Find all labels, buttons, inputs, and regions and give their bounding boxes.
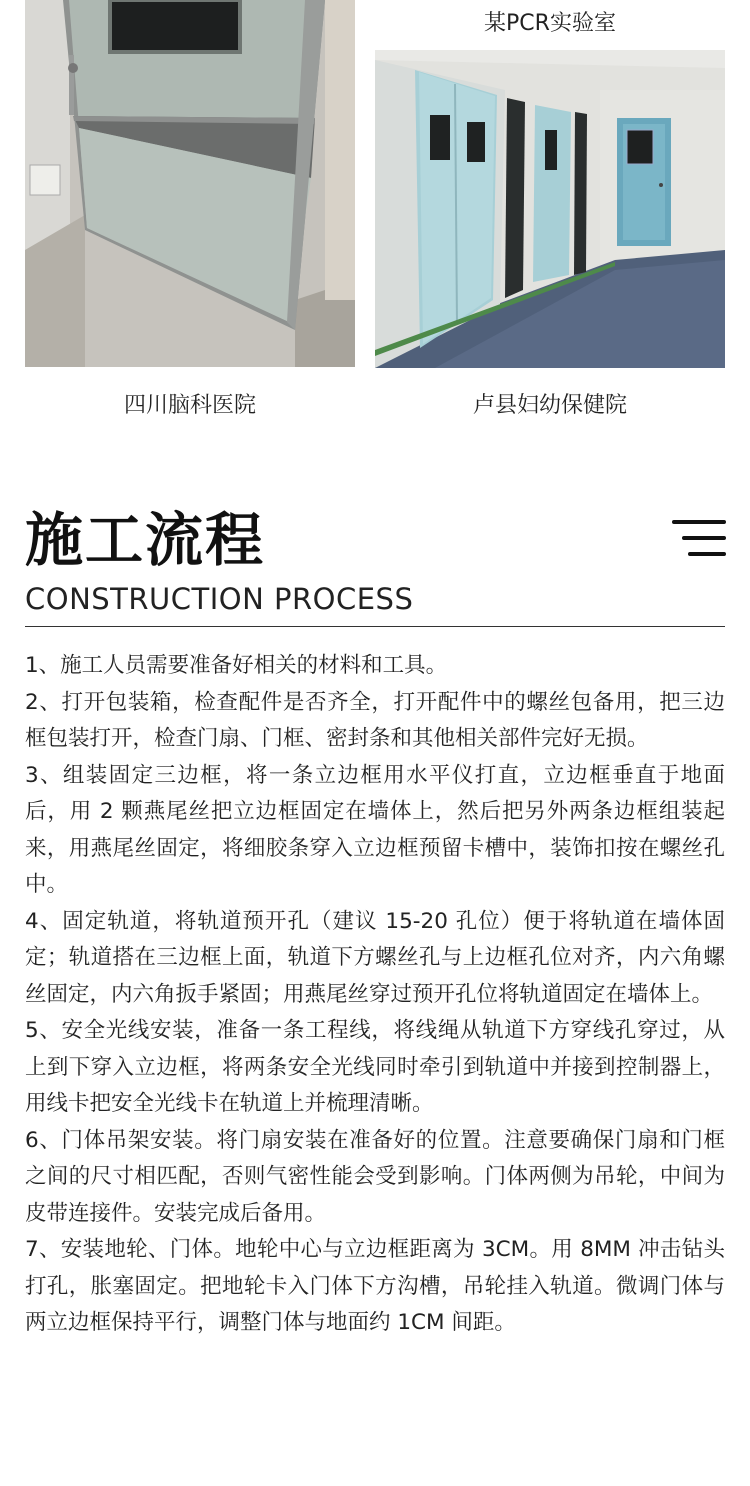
process-step: 1、施工人员需要准备好相关的材料和工具。 xyxy=(25,653,448,678)
process-step: 3、组装固定三边框，将一条立边框用水平仪打直，立边框垂直于地面后，用 2 颗燕尾丝把立边框固定在墙体上，然后把另外两条边框组装起来，用燕尾丝固定，将细胶条穿入立边框预留卡槽中，装饰扣按在螺丝孔中。 xyxy=(25,762,725,897)
hospital-door-photo xyxy=(25,0,355,367)
lab-corridor-photo xyxy=(375,50,725,368)
caption-sichuan-brain-hospital: 四川脑科医院 xyxy=(123,393,256,418)
menu-lines-icon xyxy=(672,518,726,558)
process-step: 2、打开包装箱，检查配件是否齐全，打开配件中的螺丝包备用，把三边框包装打开，检查门扇、门框、密封条和其他相关部件完好无损。 xyxy=(25,689,725,751)
section-subtitle: CONSTRUCTION PROCESS xyxy=(25,582,414,616)
process-steps-list xyxy=(25,648,725,1342)
section-title: 施工流程 xyxy=(25,506,266,574)
process-step: 5、安全光线安装，准备一条工程线，将线绳从轨道下方穿线孔穿过，从上到下穿入立边框，将两条安全光线同时牵引到轨道中并接到控制器上，用线卡把安全光线卡在轨道上并梳理清晰。 xyxy=(25,1018,725,1116)
process-step: 4、固定轨道，将轨道预开孔（建议 15-20 孔位）便于将轨道在墙体固定；轨道搭在三边框上面，轨道下方螺丝孔与上边框孔位对齐，内六角螺丝固定，内六角扳手紧固；用燕尾丝穿过预开孔位将轨道固定在墙体上。 xyxy=(25,908,725,1007)
process-step: 6、门体吊架安装。将门扇安装在准备好的位置。注意要确保门扇和门框之间的尺寸相匹配，否则气密性能会受到影响。门体两侧为吊轮，中间为皮带连接件。安装完成后备用。 xyxy=(25,1127,725,1226)
caption-pcr-lab: 某PCR实验室 xyxy=(484,11,616,36)
caption-maternal-child-hospital: 卢县妇幼保健院 xyxy=(472,393,627,418)
process-step: 7、安装地轮、门体。地轮中心与立边框距离为 3CM。用 8MM 冲击钻头打孔，胀塞固定。把地轮卡入门体下方沟槽，吊轮挂入轨道。微调门体与两立边框保持平行，调整门体与地面约 1CM 间距。 xyxy=(25,1237,725,1335)
section-divider xyxy=(25,626,725,627)
